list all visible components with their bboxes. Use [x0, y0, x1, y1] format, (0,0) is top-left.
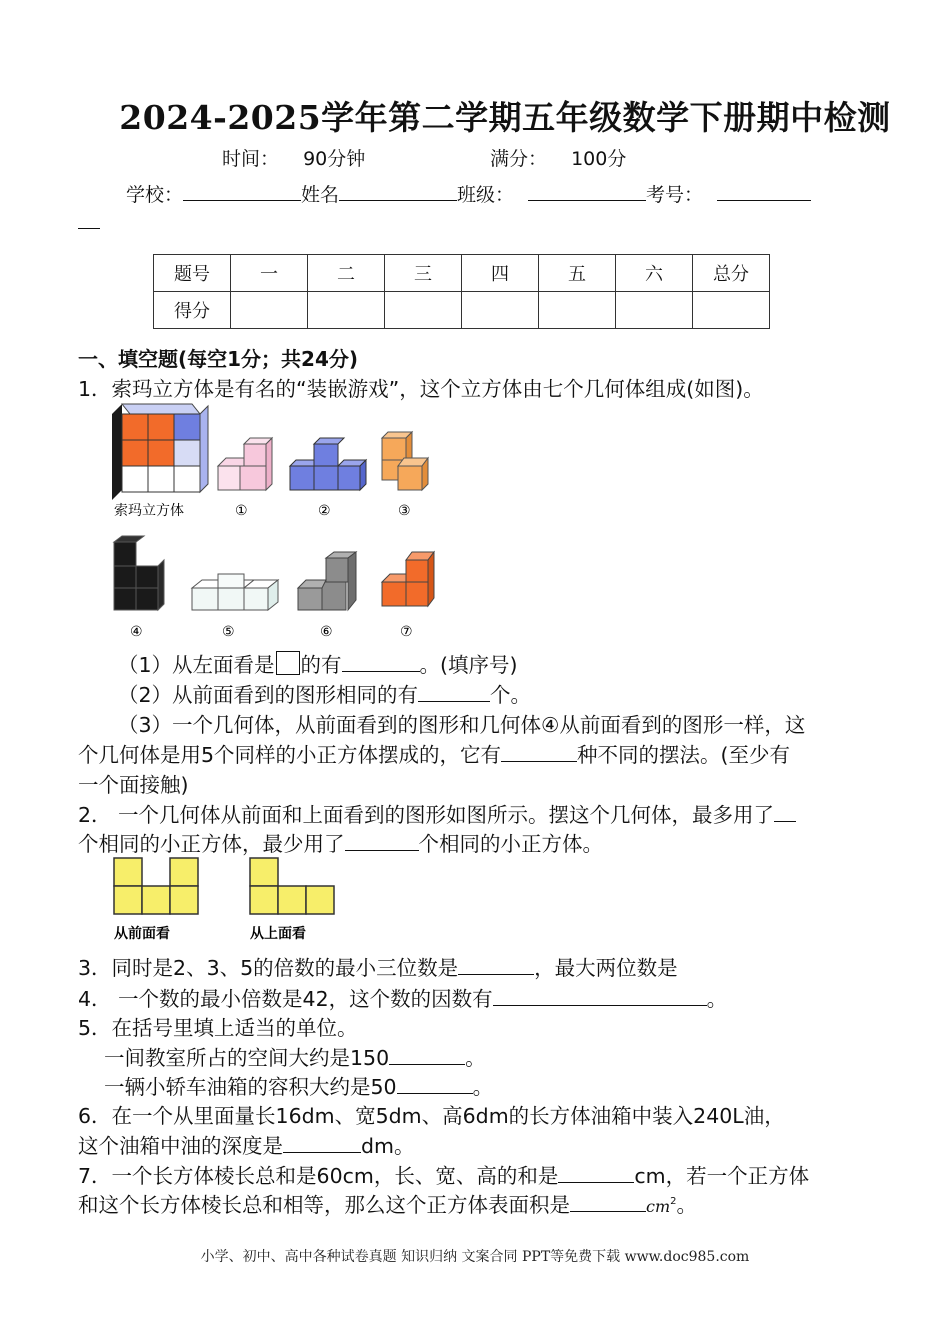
class-field[interactable] [528, 182, 646, 201]
q7-text-d: 。 [676, 1193, 698, 1217]
answer-blank[interactable] [558, 1164, 634, 1183]
q1-2-text-b: 个。 [490, 683, 532, 707]
piece-5-image [192, 574, 278, 610]
question-6-line1: 6．在一个从里面量长16dm、宽5dm、高6dm的长方体油箱中装入240L油， [78, 1104, 785, 1128]
score-table-score-row [154, 292, 770, 329]
question-2-line1 [78, 798, 796, 828]
q2-text-b: 个相同的小正方体，最少用了 [78, 832, 345, 856]
score-input-cell[interactable] [616, 292, 693, 329]
answer-blank[interactable] [342, 653, 420, 672]
fig1-caption-2: ② [318, 503, 331, 519]
question-1-3-line2 [78, 738, 790, 768]
fig1-caption-1: ① [235, 503, 248, 519]
fig1-caption-soma: 索玛立方体 [114, 503, 184, 519]
question-2-line2 [78, 827, 603, 857]
question-7-line2 [78, 1188, 697, 1218]
top-view-image [250, 858, 334, 914]
question-5: 5．在括号里填上适当的单位。 [78, 1016, 358, 1040]
q2-text-a: 2． 一个几何体从前面和上面看到的图形如图所示。摆这个几何体，最多用了 [78, 803, 775, 827]
exam-no-label: 考号： [646, 184, 704, 206]
score-cell: 三 [385, 255, 462, 292]
answer-blank[interactable] [493, 987, 707, 1006]
score-table-header-row [154, 255, 770, 292]
q2-text-c: 个相同的小正方体。 [418, 832, 603, 856]
q5-1-text-b: 。 [465, 1046, 486, 1070]
question-7-line1 [78, 1159, 809, 1189]
footer-text: 小学、初中、高中各种试卷真题 知识归纳 文案合同 PPT等免费下载 www.doc985.com [200, 1249, 750, 1265]
score-cell: 六 [616, 255, 693, 292]
section-heading: 一、填空题(每空1分；共24分) [78, 347, 359, 371]
answer-blank[interactable] [458, 956, 534, 975]
class-label: 班级： [457, 184, 515, 206]
views-figure [110, 854, 350, 946]
q3-text-b: ，最大两位数是 [534, 956, 678, 980]
question-1: 1．索玛立方体是有名的“装嵌游戏”，这个立方体由七个几何体组成(如图)。 [78, 377, 764, 401]
fig1-caption-3: ③ [398, 503, 411, 519]
soma-cube-image [112, 404, 208, 500]
answer-blank[interactable] [418, 683, 490, 702]
school-field[interactable] [183, 182, 301, 201]
score-cell: 得分 [154, 292, 231, 329]
soma-figure [108, 400, 448, 640]
question-1-1 [118, 648, 518, 678]
question-3 [78, 951, 678, 981]
q1-2-text-a: （2）从前面看到的图形相同的有 [118, 683, 419, 707]
question-1-3-line3: 一个面接触) [78, 773, 189, 797]
time-info [222, 144, 365, 171]
question-1-3-line1: （3）一个几何体，从前面看到的图形和几何体④从前面看到的图形一样，这 [118, 713, 806, 737]
square-shape-icon [276, 651, 300, 675]
fig2-caption-top: 从上面看 [250, 926, 306, 942]
time-value: 90分钟 [303, 148, 366, 170]
fig1-caption-5: ⑤ [222, 624, 235, 640]
score-input-cell[interactable] [385, 292, 462, 329]
score-input-cell[interactable] [462, 292, 539, 329]
q7-text-a: 7．一个长方体棱长总和是60cm，长、宽、高的和是 [78, 1164, 559, 1188]
page-title: 2024-2025学年第二学期五年级数学下册期中检测 [119, 98, 891, 137]
piece-2-image [290, 438, 366, 490]
piece-4-image [114, 536, 164, 610]
fig1-caption-6: ⑥ [320, 624, 333, 640]
q4-text-a: 4． 一个数的最小倍数是42，这个数的因数有 [78, 987, 493, 1011]
score-cell: 题号 [154, 255, 231, 292]
answer-blank[interactable] [283, 1134, 361, 1153]
unit-cm: cm [646, 1197, 671, 1216]
score-table [153, 254, 770, 329]
question-5-2 [104, 1070, 493, 1100]
full-value: 100分 [571, 148, 627, 170]
question-1-2 [118, 678, 531, 708]
score-cell: 总分 [693, 255, 770, 292]
fig2-caption-front: 从前面看 [114, 926, 170, 942]
question-4 [78, 982, 727, 1012]
question-6-line2 [78, 1129, 414, 1159]
school-label: 学校： [126, 184, 184, 206]
score-cell: 五 [539, 255, 616, 292]
piece-7-image [382, 552, 434, 606]
front-view-image [114, 858, 198, 914]
full-label: 满分： [490, 148, 548, 170]
answer-blank[interactable] [501, 743, 577, 762]
q5-2-text-a: 一辆小轿车油箱的容积大约是50 [104, 1075, 397, 1099]
q1-3-text-b: 个几何体是用5个同样的小正方体摆成的，它有 [78, 743, 502, 767]
score-cell: 一 [231, 255, 308, 292]
q1-3-text-c: 种不同的摆法。(至少有 [577, 743, 791, 767]
q1-1-text-c: 。(填序号) [419, 653, 518, 677]
score-input-cell[interactable] [539, 292, 616, 329]
score-input-cell[interactable] [693, 292, 770, 329]
answer-blank[interactable] [345, 832, 419, 851]
score-input-cell[interactable] [308, 292, 385, 329]
q5-2-text-b: 。 [472, 1075, 494, 1099]
fig1-caption-4: ④ [130, 624, 143, 640]
answer-blank[interactable] [397, 1075, 473, 1094]
q6-text-c: dm。 [361, 1134, 415, 1158]
student-info-row [126, 180, 811, 207]
score-input-cell[interactable] [231, 292, 308, 329]
name-label: 姓名 [301, 184, 340, 206]
q1-1-text-a: （1）从左面看是 [118, 653, 275, 677]
unit-sup: 2 [670, 1196, 677, 1208]
q3-text-a: 3．同时是2、3、5的倍数的最小三位数是 [78, 956, 459, 980]
q7-text-c: 和这个长方体棱长总和相等，那么这个正方体表面积是 [78, 1193, 570, 1217]
exam-no-field[interactable] [717, 182, 811, 201]
q4-text-b: 。 [706, 987, 728, 1011]
q7-text-b: cm，若一个正方体 [634, 1164, 810, 1188]
score-cell: 四 [462, 255, 539, 292]
score-cell: 二 [308, 255, 385, 292]
piece-6-image [298, 552, 356, 610]
q5-1-text-a: 一间教室所占的空间大约是150 [104, 1046, 390, 1070]
q6-text-b: 这个油箱中油的深度是 [78, 1134, 283, 1158]
answer-blank[interactable] [570, 1193, 646, 1212]
answer-blank[interactable] [389, 1046, 465, 1065]
question-5-1 [104, 1041, 486, 1071]
name-field[interactable] [339, 182, 457, 201]
piece-1-image [218, 438, 272, 490]
exam-no-field-wrap [78, 228, 100, 229]
answer-blank[interactable] [774, 803, 796, 822]
piece-3-image [382, 432, 428, 490]
time-label: 时间： [222, 148, 280, 170]
q1-1-text-b: 的有 [300, 653, 342, 677]
fig1-caption-7: ⑦ [400, 624, 413, 640]
full-score-info [490, 144, 626, 171]
